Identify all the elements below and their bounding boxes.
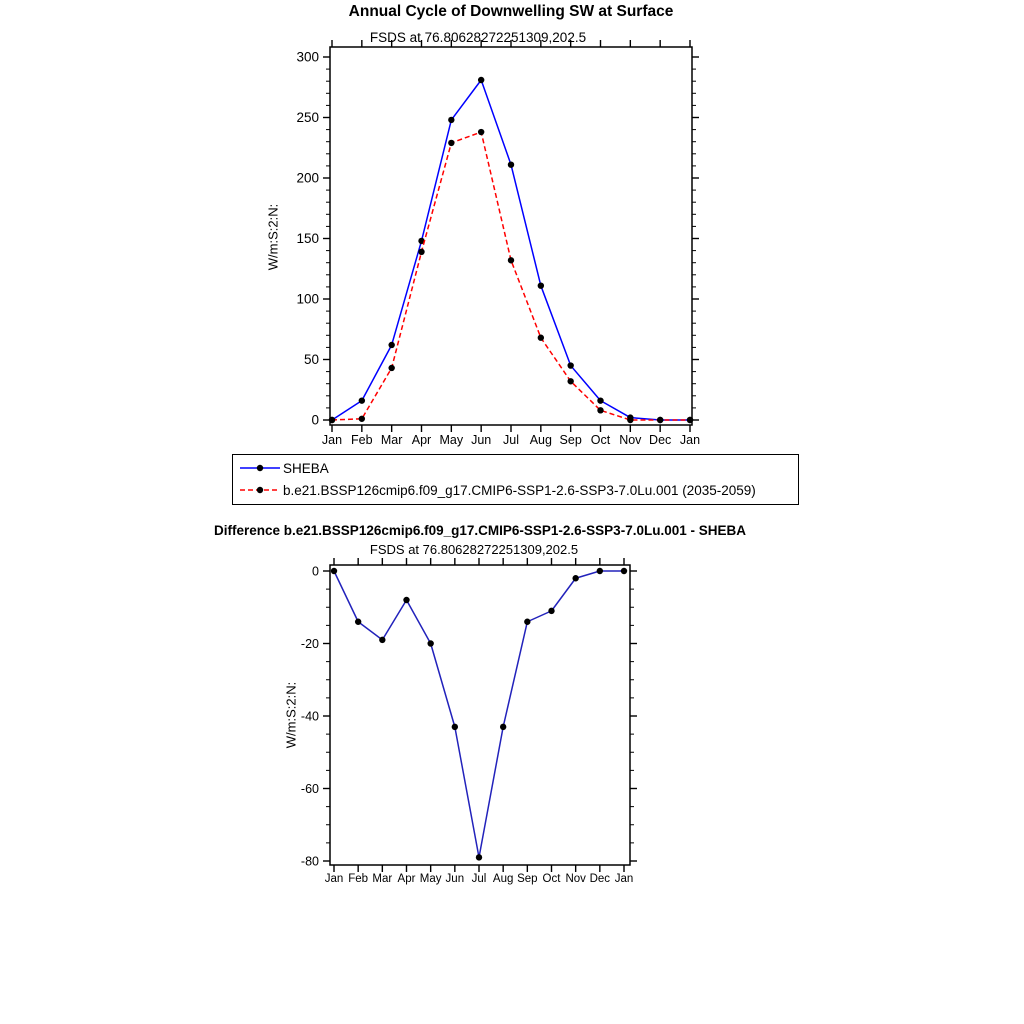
difference-chart-y-axis-label: W/m:S:2:N:	[283, 681, 299, 749]
x-tick-label: Sep	[559, 433, 582, 447]
data-point-marker	[524, 619, 530, 625]
x-tick-label: Feb	[348, 873, 369, 885]
x-tick-label: May	[419, 873, 442, 885]
y-tick-label: 150	[296, 231, 319, 246]
x-tick-label: Aug	[529, 433, 552, 447]
x-tick-label: Jun	[445, 873, 465, 885]
top-chart-y-axis-label: W/m:S:2:N:	[265, 203, 281, 271]
x-tick-label: Oct	[542, 873, 561, 885]
y-tick-label: -20	[300, 637, 319, 651]
y-tick-label: -60	[300, 782, 319, 796]
data-point-marker	[427, 640, 433, 646]
y-tick-label: -80	[300, 854, 319, 869]
legend-label-model: b.e21.BSSP126cmip6.f09_g17.CMIP6-SSP1-2.6-SSP3-7.0Lu.001 (2035-2059)	[283, 482, 756, 498]
x-tick-label: Aug	[492, 873, 514, 885]
data-point-marker	[355, 619, 361, 625]
x-tick-label: Apr	[411, 433, 432, 447]
data-point-marker	[500, 724, 506, 730]
x-tick-label: Jun	[471, 433, 492, 447]
y-tick-label: 250	[296, 110, 319, 125]
difference-chart-subtitle: FSDS at 76.80628272251309,202.5	[369, 542, 579, 557]
y-tick-label: 0	[312, 564, 319, 579]
x-tick-label: Nov	[565, 873, 586, 885]
x-tick-label: Apr	[397, 873, 416, 885]
x-tick-label: Jan	[679, 433, 701, 447]
difference-chart-title: Difference b.e21.BSSP126cmip6.f09_g17.CMIP6-SSP1-2.6-SSP3-7.0Lu.001 - SHEBA	[214, 523, 746, 538]
y-tick-label: 200	[296, 170, 319, 186]
top-chart-title: Annual Cycle of Downwelling SW at Surface	[348, 3, 674, 20]
data-point-marker	[572, 575, 578, 581]
x-tick-label: Jul	[471, 873, 487, 885]
y-tick-label: 0	[311, 412, 319, 428]
data-point-marker	[548, 608, 554, 614]
x-tick-label: Jul	[503, 433, 519, 447]
data-point-marker	[597, 568, 603, 574]
data-point-marker	[621, 568, 627, 574]
data-point-marker	[331, 568, 337, 574]
legend-label-sheba: SHEBA	[283, 460, 329, 476]
x-tick-label: Feb	[351, 433, 373, 447]
plot-frame	[330, 565, 630, 865]
x-tick-label: Jan	[324, 873, 344, 885]
x-tick-label: May	[439, 433, 464, 447]
y-tick-label: -40	[300, 709, 319, 724]
data-point-marker	[379, 637, 385, 643]
y-tick-label: 100	[296, 291, 319, 307]
x-tick-label: Oct	[590, 433, 611, 447]
x-tick-label: Mar	[372, 873, 393, 885]
x-tick-label: Jan	[321, 433, 343, 447]
x-tick-label: Nov	[619, 433, 642, 447]
x-tick-label: Sep	[517, 873, 538, 885]
x-tick-label: Dec	[589, 873, 611, 885]
x-tick-label: Mar	[380, 433, 403, 447]
x-tick-label: Jan	[614, 873, 634, 885]
y-tick-label: 50	[303, 352, 319, 367]
y-tick-label: 300	[296, 49, 319, 65]
series-line-0	[334, 571, 624, 857]
top-chart-subtitle: FSDS at 76.80628272251309,202.5	[369, 30, 587, 45]
data-point-marker	[476, 854, 482, 860]
x-tick-label: Dec	[649, 433, 672, 447]
data-point-marker	[403, 597, 409, 603]
data-point-marker	[452, 724, 458, 730]
